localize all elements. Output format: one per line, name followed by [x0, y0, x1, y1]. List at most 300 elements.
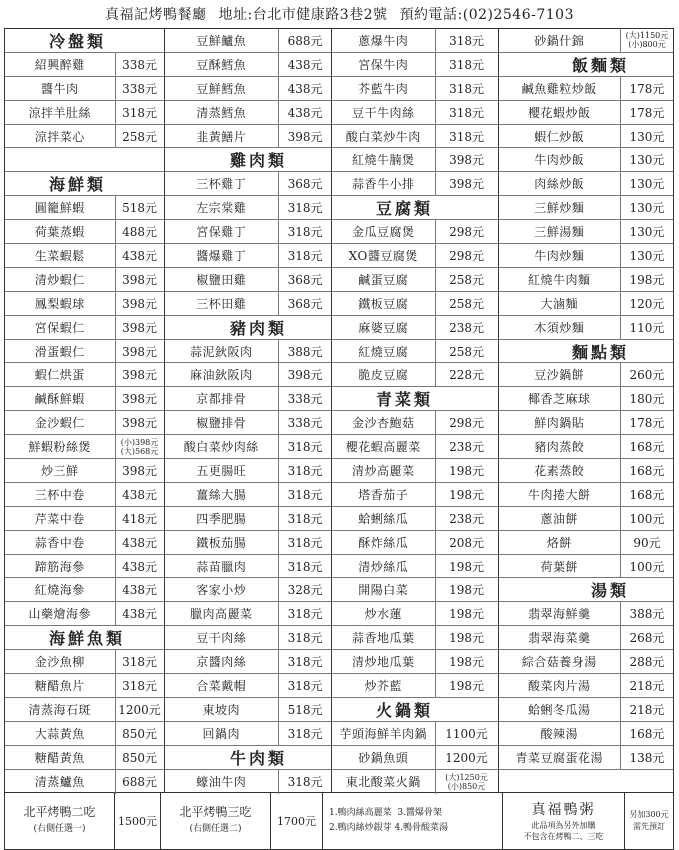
menu-item-price: 318元	[287, 201, 323, 216]
menu-item-name: 鐵板豆腐	[332, 292, 436, 315]
duck-option: 1.鴨肉絲高麗菜	[329, 808, 392, 818]
menu-item-name: 金沙魚柳	[5, 650, 116, 673]
menu-item-name: XO醬豆腐煲	[332, 244, 436, 267]
menu-item	[332, 268, 498, 292]
menu-item	[499, 650, 673, 674]
menu-item	[499, 435, 673, 459]
menu-item	[5, 77, 164, 101]
menu-item-name: 四季肥腸	[165, 507, 280, 530]
menu-item	[332, 101, 498, 125]
menu-item-price: 338元	[122, 81, 157, 96]
menu-item-price: 850元	[122, 726, 157, 741]
menu-item	[5, 387, 164, 411]
menu-item-price: 318元	[287, 248, 323, 263]
menu-item-name: 三鮮炒麵	[499, 196, 621, 219]
menu-item-name: 砂鍋什錦	[499, 29, 621, 52]
duck-options-row-1	[329, 806, 442, 821]
menu-item	[5, 674, 164, 698]
menu-item-name: 三杯雞丁	[165, 172, 280, 195]
menu-item-price: 130元	[629, 129, 665, 144]
menu-item-price: 318元	[449, 57, 484, 72]
menu-item	[499, 674, 673, 698]
menu-item-name: 紹興醉雞	[5, 53, 116, 76]
menu-item-name: 芋頭海鮮羊肉鍋	[332, 722, 436, 745]
menu-item	[5, 244, 164, 268]
menu-item	[5, 698, 164, 722]
menu-item	[5, 770, 164, 794]
menu-item	[499, 125, 673, 149]
menu-item	[5, 316, 164, 340]
menu-item-price: 260元	[629, 368, 665, 383]
menu-item	[165, 770, 332, 794]
menu-item-price: 398元	[122, 320, 157, 335]
menu-item	[5, 459, 164, 483]
menu-item-price: 258元	[449, 296, 484, 311]
menu-item-price: 318元	[287, 775, 323, 790]
duck-congee-title: 真福鴨粥	[531, 802, 596, 818]
menu-item-price: 398元	[122, 416, 157, 431]
menu-item	[5, 722, 164, 746]
menu-item-name: 蔥爆牛肉	[332, 29, 436, 52]
menu-item-price: 130元	[629, 201, 665, 216]
menu-item-name: 炒芥藍	[332, 674, 436, 697]
menu-item-name: 荷葉餅	[499, 555, 621, 578]
menu-item	[332, 363, 498, 387]
menu-item-name: 臘肉高麗菜	[165, 602, 280, 625]
menu-item-name: 蒜苗臘肉	[165, 555, 280, 578]
menu-item	[499, 602, 673, 626]
section-header: 冷盤類	[5, 29, 164, 53]
menu-item-price: 90元	[633, 535, 661, 550]
menu-item	[5, 340, 164, 364]
menu-item-price: 438元	[287, 81, 323, 96]
menu-item	[5, 411, 164, 435]
menu-item-name: 清炒絲瓜	[332, 555, 436, 578]
menu-item	[165, 626, 332, 650]
menu-item	[332, 507, 498, 531]
menu-item	[332, 125, 498, 149]
section-header: 火鍋類	[332, 698, 498, 722]
menu-grid	[4, 28, 674, 793]
menu-item	[5, 101, 164, 125]
menu-item	[165, 101, 332, 125]
menu-item-price: 288元	[629, 655, 665, 670]
roast-duck-footer	[4, 793, 674, 850]
menu-item-name: 鮮肉鍋貼	[499, 411, 621, 434]
menu-item-name: 麻婆豆腐	[332, 316, 436, 339]
duck-set-three-sub: (右側任選二)	[189, 824, 242, 834]
menu-item-name: 清蒸海石斑	[5, 698, 116, 721]
menu-item	[332, 650, 498, 674]
menu-item-name: 圓籠鮮蝦	[5, 196, 116, 219]
menu-item-price: 178元	[629, 81, 665, 96]
menu-item-name: 鮮蝦粉絲煲	[5, 435, 116, 458]
menu-item-price: 110元	[629, 320, 665, 335]
section-header: 湯類	[499, 578, 673, 602]
menu-item	[499, 531, 673, 555]
menu-item-name: 塔香茄子	[332, 483, 436, 506]
menu-item-price: 168元	[629, 463, 665, 478]
menu-item	[499, 722, 673, 746]
menu-item	[499, 483, 673, 507]
menu-item-name: 大蒜黃魚	[5, 722, 116, 745]
menu-item	[165, 698, 332, 722]
menu-item	[5, 578, 164, 602]
menu-item	[165, 435, 332, 459]
menu-item-name: 櫻花蝦炒飯	[499, 101, 621, 124]
menu-item	[499, 387, 673, 411]
menu-item-name: 荷葉蒸蝦	[5, 220, 116, 243]
menu-item-name: 糖醋魚片	[5, 674, 116, 697]
menu-item	[332, 746, 498, 770]
menu-item-price: 318元	[449, 33, 484, 48]
menu-column-3	[332, 29, 499, 792]
menu-item	[165, 363, 332, 387]
menu-item-price: 178元	[629, 416, 665, 431]
menu-item	[5, 483, 164, 507]
menu-item-price: 208元	[449, 535, 484, 550]
menu-item-price: 438元	[287, 105, 323, 120]
menu-item-name: 滑蛋蝦仁	[5, 340, 116, 363]
menu-item-price: 168元	[629, 726, 665, 741]
duck-set-two-sub: (右側任選一)	[33, 824, 86, 834]
menu-item	[332, 53, 498, 77]
menu-item-price: 228元	[449, 368, 484, 383]
section-header: 青菜類	[332, 387, 498, 411]
menu-item-name: 酸菜肉片湯	[499, 674, 621, 697]
duck-set-three-name: 北平烤鴨三吃	[179, 805, 252, 819]
menu-item-name: 蒜香牛小排	[332, 172, 436, 195]
menu-item	[165, 507, 332, 531]
menu-item	[499, 29, 673, 53]
menu-item-price: 398元	[449, 177, 484, 192]
menu-item-name: 麻油鈥阪肉	[165, 363, 280, 386]
menu-item-price: 518元	[287, 702, 323, 717]
menu-item-name: 客家小炒	[165, 578, 280, 601]
menu-item-price: 688元	[287, 33, 323, 48]
menu-item-price: 488元	[122, 225, 157, 240]
price-option: (小)800元	[628, 40, 666, 50]
menu-item-price: 130元	[629, 225, 665, 240]
menu-item-price: 198元	[449, 607, 484, 622]
menu-item	[499, 148, 673, 172]
menu-item-name: 清炒地瓜葉	[332, 650, 436, 673]
menu-item-price: 318元	[287, 487, 323, 502]
menu-item-price: 318元	[122, 105, 157, 120]
menu-item	[499, 268, 673, 292]
menu-item	[5, 125, 164, 149]
menu-item-price: 168元	[629, 487, 665, 502]
menu-item-name: 牛肉炒麵	[499, 244, 621, 267]
menu-item	[5, 555, 164, 579]
menu-item-price: 318元	[287, 225, 323, 240]
duck-set-three	[161, 793, 271, 849]
menu-item	[165, 555, 332, 579]
menu-item-price: 268元	[629, 631, 665, 646]
menu-item	[5, 53, 164, 77]
menu-item-name: 椰香芝麻球	[499, 387, 621, 410]
menu-item-prices	[621, 29, 673, 52]
menu-item-name: 開陽白菜	[332, 578, 436, 601]
section-header: 豆腐類	[332, 196, 498, 220]
menu-item	[332, 411, 498, 435]
menu-item	[165, 411, 332, 435]
menu-item	[165, 674, 332, 698]
menu-item-price: 168元	[629, 440, 665, 455]
menu-item-name: 醬爆雞丁	[165, 244, 280, 267]
duck-options-row-2	[329, 821, 448, 836]
menu-item	[332, 292, 498, 316]
menu-item-price: 438元	[122, 607, 157, 622]
menu-item-name: 清蒸鱈魚	[165, 101, 280, 124]
menu-item-price: 318元	[287, 440, 323, 455]
menu-item-name: 合菜戴帽	[165, 674, 280, 697]
menu-item-price: 258元	[449, 344, 484, 359]
menu-item	[5, 220, 164, 244]
menu-item-name: 蛤蜊冬瓜湯	[499, 698, 621, 721]
menu-item-name: 薑絲大腸	[165, 483, 280, 506]
menu-item-name: 三鮮湯麵	[499, 220, 621, 243]
menu-item-name: 生菜蝦鬆	[5, 244, 116, 267]
menu-item	[165, 220, 332, 244]
duck-set-three-price: 1700元	[271, 793, 323, 849]
menu-item-name: 砂鍋魚頭	[332, 746, 436, 769]
menu-item-name: 鹹魚雞粒炒飯	[499, 77, 621, 100]
menu-item-price: 198元	[449, 559, 484, 574]
price-option: (小)398元	[120, 437, 159, 447]
menu-item-name: 炒三鮮	[5, 459, 116, 482]
menu-item-price: 258元	[122, 129, 157, 144]
menu-item-price: 398元	[287, 368, 323, 383]
restaurant-address: 地址:台北市健康路3巷2號	[218, 7, 388, 23]
menu-item-price: 328元	[287, 583, 323, 598]
menu-item-price: 130元	[629, 177, 665, 192]
menu-item	[332, 626, 498, 650]
duck-option: 2.鴨肉絲炒銀芽	[329, 823, 392, 833]
blank-row	[5, 148, 164, 172]
menu-item-name: 大滷麵	[499, 292, 621, 315]
menu-item	[499, 101, 673, 125]
menu-item-name: 翡翠海鮮羹	[499, 602, 621, 625]
menu-item-name: 炒水蓮	[332, 602, 436, 625]
menu-item	[332, 244, 498, 268]
menu-item-name: 蝦仁烘蛋	[5, 363, 116, 386]
duck-set-options	[323, 793, 503, 849]
menu-item	[499, 363, 673, 387]
menu-item-price: 138元	[629, 750, 665, 765]
menu-item-price: 318元	[449, 129, 484, 144]
menu-column-4	[499, 29, 673, 792]
menu-item-name: 豆鮮鱸魚	[165, 29, 280, 52]
menu-item	[332, 602, 498, 626]
menu-item-name: 酥炸絲瓜	[332, 531, 436, 554]
menu-item	[499, 626, 673, 650]
menu-item-name: 五更腸旺	[165, 459, 280, 482]
menu-item-price: 318元	[287, 655, 323, 670]
menu-item	[332, 483, 498, 507]
duck-congee	[503, 793, 625, 849]
menu-item	[5, 292, 164, 316]
menu-item	[5, 746, 164, 770]
menu-item	[332, 148, 498, 172]
menu-item-name: 紅燒牛腩煲	[332, 148, 436, 171]
section-header: 牛肉類	[165, 746, 332, 770]
menu-item-price: 398元	[122, 392, 157, 407]
menu-item-price: 398元	[122, 296, 157, 311]
menu-item	[332, 578, 498, 602]
menu-item-price: 238元	[449, 320, 484, 335]
menu-item-price: 238元	[449, 511, 484, 526]
menu-item-price: 318元	[449, 81, 484, 96]
menu-item	[332, 770, 498, 794]
menu-item-name: 鳳梨蝦球	[5, 292, 116, 315]
menu-item-name: 翡翠海菜羹	[499, 626, 621, 649]
menu-item-price: 438元	[122, 248, 157, 263]
menu-item-name: 酸辣湯	[499, 722, 621, 745]
menu-item	[499, 220, 673, 244]
menu-item-price: 198元	[449, 463, 484, 478]
menu-item-name: 東北酸菜火鍋	[332, 770, 436, 794]
section-header: 海鮮魚類	[5, 626, 164, 650]
menu-item-price: 258元	[449, 272, 484, 287]
menu-item	[165, 268, 332, 292]
menu-item-price: 178元	[629, 105, 665, 120]
menu-item-name: 清炒蝦仁	[5, 268, 116, 291]
menu-item-price: 198元	[449, 631, 484, 646]
menu-item	[165, 125, 332, 149]
menu-item-name: 芥藍牛肉	[332, 77, 436, 100]
menu-item-price: 130元	[629, 153, 665, 168]
menu-item	[499, 196, 673, 220]
menu-item-name: 椒鹽排骨	[165, 411, 280, 434]
menu-item-name: 豬肉蒸餃	[499, 435, 621, 458]
menu-item-name: 酸白菜炒肉絲	[165, 435, 280, 458]
menu-item	[332, 674, 498, 698]
menu-item-name: 蛤蜊絲瓜	[332, 507, 436, 530]
menu-item-price: 1100元	[445, 726, 488, 741]
menu-item-price: 298元	[449, 416, 484, 431]
blank-row	[499, 770, 673, 794]
menu-item-price: 418元	[122, 511, 157, 526]
menu-item-name: 蔥油餅	[499, 507, 621, 530]
section-header: 飯麵類	[499, 53, 673, 77]
menu-item-name: 酸白菜炒牛肉	[332, 125, 436, 148]
menu-item-price: 198元	[629, 272, 665, 287]
price-option: (大)1250元	[445, 772, 488, 782]
menu-item-price: 318元	[287, 726, 323, 741]
menu-item-price: 850元	[122, 750, 157, 765]
menu-item	[5, 268, 164, 292]
menu-item	[5, 602, 164, 626]
menu-item	[332, 316, 498, 340]
menu-item	[332, 172, 498, 196]
menu-item-name: 宮保蝦仁	[5, 316, 116, 339]
menu-item-name: 豆干牛肉絲	[332, 101, 436, 124]
menu-item-name: 宮保牛肉	[332, 53, 436, 76]
menu-item-price: 198元	[449, 487, 484, 502]
menu-item-price: 298元	[449, 248, 484, 263]
menu-item-name: 三杯中卷	[5, 483, 116, 506]
menu-header	[0, 0, 679, 28]
menu-item-name: 蒜香中卷	[5, 531, 116, 554]
price-option: (大)1150元	[625, 31, 669, 41]
menu-item-name: 花素蒸餃	[499, 459, 621, 482]
menu-item	[5, 363, 164, 387]
menu-item-name: 回鍋肉	[165, 722, 280, 745]
menu-item-name: 金沙蝦仁	[5, 411, 116, 434]
duck-set-two-price: 1500元	[115, 793, 161, 849]
menu-item-price: 398元	[122, 368, 157, 383]
menu-item-name: 糖醋黃魚	[5, 746, 116, 769]
menu-column-1	[5, 29, 165, 792]
menu-item-price: 438元	[122, 535, 157, 550]
duck-set-two-name: 北平烤鴨二吃	[23, 805, 96, 819]
menu-item-name: 紅燒牛肉麵	[499, 268, 621, 291]
menu-item	[499, 77, 673, 101]
menu-item	[499, 316, 673, 340]
menu-item	[332, 722, 498, 746]
menu-item-price: 518元	[122, 201, 157, 216]
menu-item-name: 蒜香地瓜葉	[332, 626, 436, 649]
menu-item-price: 338元	[287, 416, 323, 431]
menu-item	[165, 196, 332, 220]
menu-item	[499, 411, 673, 435]
menu-item-name: 紅燒海參	[5, 578, 116, 601]
menu-item-name: 蝦仁炒飯	[499, 125, 621, 148]
menu-item-price: 388元	[287, 344, 323, 359]
menu-item-name: 豆酥鱈魚	[165, 53, 280, 76]
menu-item-name: 醬牛肉	[5, 77, 116, 100]
menu-item	[499, 746, 673, 770]
menu-item-name: 宮保雞丁	[165, 220, 280, 243]
menu-item	[165, 77, 332, 101]
menu-item-name: 三杯田雞	[165, 292, 280, 315]
duck-congee-note-2: 不包含在烤鴨二、三吃	[523, 832, 604, 841]
menu-item-price: 318元	[287, 559, 323, 574]
menu-item-name: 鹹蛋豆腐	[332, 268, 436, 291]
menu-item-price: 318元	[122, 655, 157, 670]
menu-item	[499, 698, 673, 722]
menu-item-name: 木須炒麵	[499, 316, 621, 339]
menu-item	[165, 578, 332, 602]
menu-item-name: 青菜豆腐蛋花湯	[499, 746, 621, 769]
price-option: (大)568元	[120, 446, 159, 456]
menu-item	[332, 435, 498, 459]
menu-item-name: 脆皮豆腐	[332, 363, 436, 386]
menu-item-price: 438元	[287, 57, 323, 72]
menu-item-price: 318元	[449, 105, 484, 120]
section-header: 海鮮類	[5, 172, 164, 196]
menu-item	[499, 292, 673, 316]
menu-item-price: 238元	[449, 440, 484, 455]
menu-item-price: 318元	[287, 631, 323, 646]
menu-item-price: 100元	[629, 559, 665, 574]
menu-item-prices	[116, 435, 164, 458]
menu-item-price: 218元	[629, 702, 665, 717]
menu-item-name: 蹄筋海參	[5, 555, 116, 578]
menu-item	[165, 722, 332, 746]
menu-item	[332, 531, 498, 555]
menu-item	[332, 29, 498, 53]
menu-item-price: 318元	[287, 511, 323, 526]
menu-item-price: 180元	[629, 392, 665, 407]
menu-item-name: 京都排骨	[165, 387, 280, 410]
menu-item-price: 398元	[287, 129, 323, 144]
menu-item	[165, 483, 332, 507]
section-header: 雞肉類	[165, 148, 332, 172]
menu-item-price: 130元	[629, 248, 665, 263]
menu-item	[499, 172, 673, 196]
